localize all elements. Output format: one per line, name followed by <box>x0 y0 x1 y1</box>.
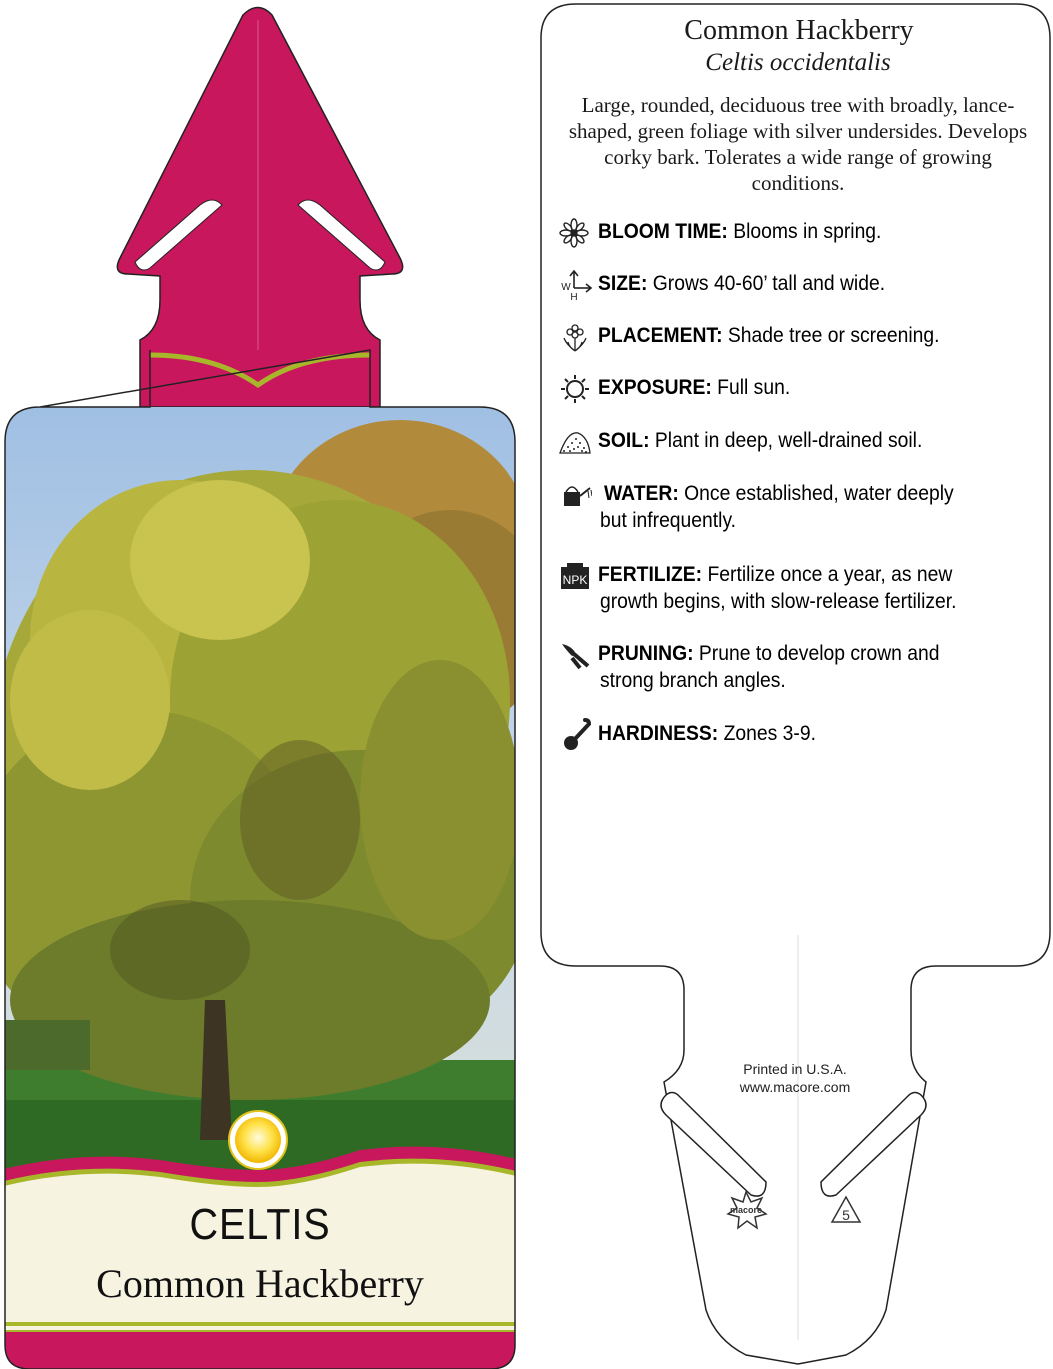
genus-name: CELTIS <box>189 1200 331 1249</box>
care-text-continued: strong branch angles. <box>600 669 786 692</box>
care-label: BLOOM TIME: <box>598 220 728 243</box>
care-label: FERTILIZE: <box>598 563 703 586</box>
full-sun-icon <box>229 1111 287 1169</box>
care-text: Once established, water deeply <box>684 482 954 505</box>
thermometer-icon <box>558 716 592 750</box>
pruning-shears-icon <box>558 640 592 670</box>
care-text: Shade tree or screening. <box>727 324 940 347</box>
soil-pile-icon <box>558 427 592 457</box>
sun-icon <box>558 374 592 404</box>
svg-text:5: 5 <box>842 1207 850 1223</box>
care-text-continued: but infrequently. <box>600 509 737 532</box>
npk-fertilizer-icon <box>558 561 592 591</box>
care-text: Zones 3-9. <box>723 722 816 745</box>
care-text: Fertilize once a year, as new <box>707 563 953 586</box>
tag-arrow-head <box>117 8 402 408</box>
svg-text:H: H <box>570 292 578 300</box>
care-label: EXPOSURE: <box>598 376 712 399</box>
care-info <box>548 14 1048 196</box>
placement-plant-icon <box>558 322 592 352</box>
back-title: Common Hackberry <box>684 15 914 46</box>
care-text: Prune to develop crown and <box>698 642 940 665</box>
care-label: WATER: <box>604 482 679 505</box>
care-label: HARDINESS: <box>598 722 719 745</box>
care-label: PLACEMENT: <box>598 324 723 347</box>
svg-text:NPK: NPK <box>562 573 588 587</box>
size-arrows-icon <box>558 270 592 300</box>
website-link[interactable]: www.macore.com <box>739 1079 851 1095</box>
tree-photo <box>0 400 520 1220</box>
bottom-label-panel <box>0 1147 520 1369</box>
latin-name: Celtis occidentalis <box>705 49 891 76</box>
description: Large, rounded, deciduous tree with broadly, lance-shaped, green foliage with silver undersides. Develops corky bark. Tolerates a wide range of growing conditions. <box>568 93 1028 195</box>
common-name-front: Common Hackberry <box>96 1261 424 1306</box>
flower-icon <box>558 218 592 248</box>
svg-text:macore: macore <box>729 1205 763 1215</box>
care-label: PRUNING: <box>598 642 694 665</box>
care-text-continued: growth begins, with slow-release fertilizer. <box>600 590 957 613</box>
care-text: Full sun. <box>717 376 791 399</box>
front-tag <box>0 0 520 1369</box>
printed-in: Printed in U.S.A. <box>743 1061 847 1077</box>
care-label: SOIL: <box>598 429 650 452</box>
watering-can-icon <box>558 480 592 510</box>
svg-text:W: W <box>561 282 571 293</box>
care-label: SIZE: <box>598 272 648 295</box>
care-text: Grows 40-60’ tall and wide. <box>652 272 886 295</box>
care-text: Plant in deep, well-drained soil. <box>654 429 923 452</box>
care-text: Blooms in spring. <box>733 220 882 243</box>
printer-info <box>700 1060 890 1096</box>
